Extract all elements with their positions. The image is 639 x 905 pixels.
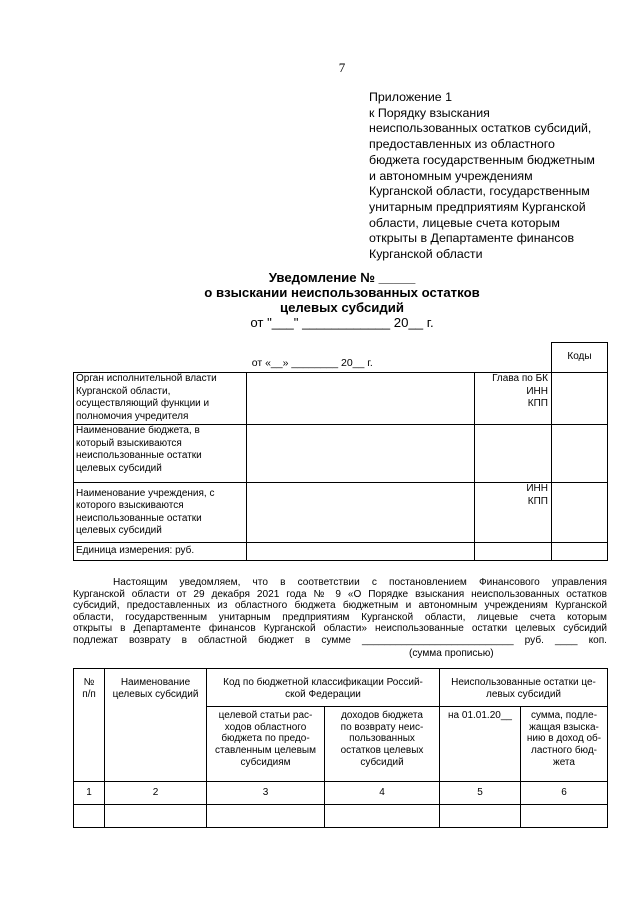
table-row [74, 669, 608, 707]
title-line: Уведомление № _____ [268, 270, 416, 285]
paragraph-line: субсидий, предоставленных из областного бюджета бюджетным и автономным учреждениям Курганской [73, 600, 607, 612]
code-labels [475, 373, 552, 425]
header-line: ставленным целевым [214, 745, 316, 757]
appendix-line: неиспользованных остатков субсидий, [369, 121, 592, 136]
table-row [74, 343, 608, 373]
appendix-line: к Порядку взыскания [369, 105, 490, 120]
appendix-line: открыты в Департаменте финансов [369, 231, 575, 246]
data-cell[interactable] [325, 805, 440, 828]
header-line: нию в доход об- [526, 733, 602, 745]
code-label: КПП [527, 495, 548, 507]
row-label-line: Наименование учреждения, с [76, 487, 215, 499]
header-line: левых субсидий [486, 688, 561, 700]
column-number: 6 [521, 782, 608, 805]
header-line: сумма, подле- [530, 710, 598, 721]
paragraph-line: Настоящим уведомляем, что в соответствии с постановлением Финансового управления [113, 577, 607, 588]
header-line: целевой статьи рас- [218, 710, 313, 721]
header-name [105, 669, 207, 782]
row-label-line: Единица измерения: руб. [76, 545, 195, 557]
row-label-line: неиспользованные остатки [76, 450, 202, 461]
header-line: ской Федерации [285, 688, 361, 700]
paragraph-line: подлежат возврату в областной бюджет в сумме ___________________________ руб. ____ коп. [73, 634, 607, 646]
code-cell[interactable] [552, 543, 608, 561]
header-line: № [83, 677, 95, 688]
data-cell[interactable] [207, 805, 325, 828]
appendix-line: и автономным учреждениям [369, 168, 533, 183]
header-line: Код по бюджетной классификации Россий- [223, 677, 423, 688]
title-line: о взыскании неиспользованных остатков [204, 285, 480, 300]
appendix-line: Приложение 1 [369, 90, 453, 104]
header-num [74, 669, 105, 782]
column-number: 1 [74, 782, 105, 805]
row-label [74, 543, 247, 561]
paragraph-line: открыты в Департаменте финансов Курганской области» неиспользованные остатки целевых субсидий [73, 623, 607, 635]
notice-title [0, 270, 639, 315]
appendix-line: предоставленных из областного [369, 137, 555, 152]
code-labels [475, 543, 552, 561]
row-label-line: неиспользованные остатки [76, 512, 202, 524]
value-cell[interactable] [247, 543, 475, 561]
header-date: от «__» ________ 20__ г. [74, 343, 552, 373]
column-number: 2 [105, 782, 207, 805]
code-label: ИНН [526, 385, 548, 397]
notice-paragraph [73, 577, 607, 647]
table-row [74, 543, 608, 561]
header-rest [440, 669, 608, 707]
subheader-purpose [207, 707, 325, 782]
header-kbk [207, 669, 440, 707]
table-row [74, 782, 608, 805]
code-label: Глава по БК [492, 373, 548, 384]
header-line: субсидий [360, 756, 404, 768]
table-row [74, 483, 608, 543]
column-number: 5 [440, 782, 521, 805]
header-line: по возврату неис- [340, 721, 424, 733]
code-label: ИНН [526, 483, 548, 494]
header-table [73, 342, 608, 561]
appendix-line: унитарным предприятиям Курганской [369, 199, 586, 214]
header-line: Неиспользованные остатки це- [451, 677, 596, 688]
code-label: КПП [527, 398, 548, 409]
value-cell[interactable] [247, 425, 475, 483]
subheader-date [440, 707, 521, 782]
row-label-line: целевых субсидий [76, 462, 162, 474]
row-label-line: Наименование бюджета, в [76, 425, 200, 436]
appendix-line: Курганской области [369, 247, 483, 262]
data-cell[interactable] [105, 805, 207, 828]
page-number: 7 [338, 60, 346, 75]
header-line: Наименование [120, 677, 191, 688]
row-label [74, 483, 247, 543]
header-line: ходов областного [224, 721, 307, 733]
appendix-caption [369, 90, 619, 263]
header-line: доходов бюджета [341, 710, 423, 721]
value-cell[interactable] [247, 373, 475, 425]
paragraph-line: Курганской области от 29 декабря 2021 года № 9 «О Порядке взыскания неиспользованных остатков [73, 588, 607, 600]
data-cell[interactable] [521, 805, 608, 828]
row-label-line: полномочия учредителя [76, 410, 189, 422]
header-line: пользованных [349, 733, 415, 745]
data-cell[interactable] [74, 805, 105, 828]
amount-caption: (сумма прописью) [409, 648, 494, 659]
code-cell[interactable] [552, 483, 608, 543]
header-line: бюджета по предо- [221, 733, 310, 745]
row-label-line: Курганской области, [76, 385, 171, 397]
code-cell[interactable] [552, 373, 608, 425]
row-label-line: осуществляющий функции и [76, 398, 210, 409]
subsidies-table [73, 668, 608, 828]
data-cell[interactable] [440, 805, 521, 828]
code-labels [475, 483, 552, 543]
code-labels [475, 425, 552, 483]
subheader-sum [521, 707, 608, 782]
value-cell[interactable] [247, 483, 475, 543]
row-label [74, 425, 247, 483]
table-row [74, 805, 608, 828]
column-number: 4 [325, 782, 440, 805]
header-line: жета [553, 756, 575, 768]
title-line: целевых субсидий [279, 300, 404, 315]
notice-date: от "___" ____________ 20__ г. [250, 315, 434, 330]
appendix-line: области, лицевые счета которым [369, 215, 560, 230]
row-label [74, 373, 247, 425]
code-cell[interactable] [552, 425, 608, 483]
appendix-line: Курганской области, государственным [369, 184, 590, 199]
row-label-line: целевых субсидий [76, 525, 162, 536]
codes-header: Коды [552, 343, 608, 373]
header-line: п/п [82, 688, 96, 700]
row-label-line: Орган исполнительной власти [76, 373, 217, 384]
header-line: ластного бюд- [530, 745, 597, 757]
row-label-line: которого взыскиваются [76, 500, 184, 511]
header-line: жащая взыска- [529, 721, 599, 733]
column-number: 3 [207, 782, 325, 805]
row-label-line: который взыскиваются [76, 437, 182, 449]
paragraph-line: области, государственным унитарным предприятиям Курганской области, лицевые счета которым [73, 611, 607, 623]
header-line: на 01.01.20__ [448, 710, 512, 721]
subheader-income [325, 707, 440, 782]
header-line: целевых субсидий [112, 688, 199, 700]
appendix-line: бюджета государственным бюджетным [369, 152, 595, 167]
table-row [74, 373, 608, 425]
header-line: остатков целевых [340, 745, 424, 757]
header-line: субсидиям [240, 756, 291, 768]
table-row [74, 425, 608, 483]
